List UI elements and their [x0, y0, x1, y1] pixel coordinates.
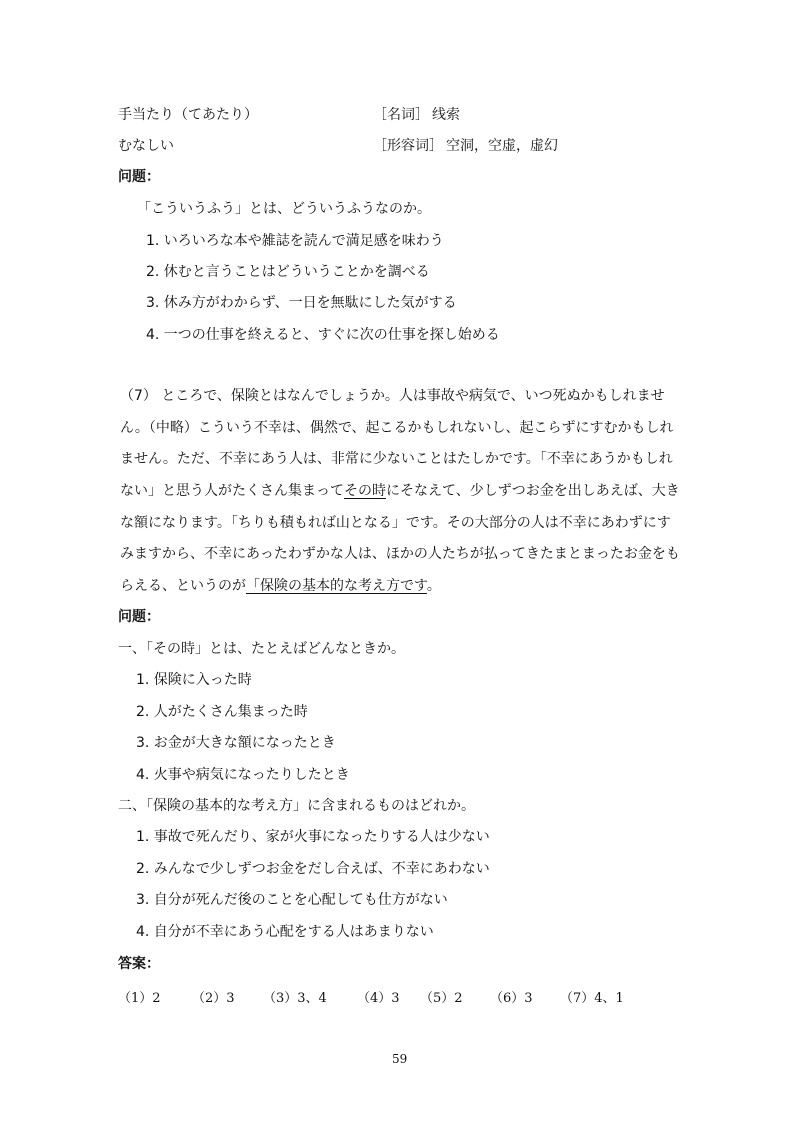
passage-line-2: ん。（中略）こういう不幸は、偶然で、起こるかもしれないし、起こらずにすむかもしれ — [120, 420, 674, 436]
vocab-pos-2: ［形容词］ — [373, 138, 443, 154]
question-2: 二、「保険の基本的な考え方」に含まれるものはどれか。 — [118, 798, 475, 814]
q1-option-1: 1. 保険に入った時 — [136, 672, 252, 688]
answer-7: （7）4、1 — [560, 991, 624, 1006]
passage-line-6: みますから、不幸にあったわずかな人は、ほかの人たちが払ってきたまとまったお金をも — [120, 546, 680, 562]
q2-option-1: 1. 事故で死んだり、家が火事になったりする人は少ない — [136, 829, 490, 845]
option-2: 2. 休むと言うことはどういうことかを調べる — [146, 264, 430, 280]
answer-2: （2）3 — [192, 991, 235, 1006]
q1-option-3: 3. お金が大きな額になったとき — [136, 735, 336, 751]
option-3: 3. 休み方がわからず、一日を無駄にした気がする — [146, 295, 457, 311]
passage-line-4 — [120, 482, 680, 500]
answer-5: （5）2 — [420, 991, 463, 1006]
passage-line-7 — [120, 577, 441, 595]
passage-text: ない」と思う人がたくさん集まって — [120, 483, 344, 499]
vocab-meaning-2: 空洞，空虚，虚幻 — [446, 138, 558, 154]
answer-1: （1）2 — [118, 991, 161, 1006]
passage-line-5: な額になります。「ちりも積もれば山となる」です。その大部分の人は不幸にあわずにす — [120, 515, 671, 531]
vocab-word-1: 手当たり（てあたり） — [118, 107, 258, 123]
option-4: 4. 一つの仕事を終えると、すぐに次の仕事を探し始める — [146, 327, 500, 343]
underlined-phrase-sonotoki: その時 — [344, 483, 386, 499]
answers-label: 答案： — [118, 956, 160, 972]
passage-text: にそなえて、少しずつお金を出しあえば、大き — [386, 483, 680, 499]
underlined-phrase-hoken: 「保険の基本的な考え方です — [246, 578, 427, 594]
question-text: 「こういうふう」とは、どういうふうなのか。 — [137, 201, 431, 217]
q2-option-4: 4. 自分が不幸にあう心配をする人はあまりない — [136, 924, 434, 940]
vocab-pos-1: ［名词］ — [373, 107, 429, 123]
question-1: 一、「その時」とは、たとえばどんなときか。 — [118, 641, 405, 657]
passage-text: らえる、というのが — [120, 578, 246, 594]
q1-option-2: 2. 人がたくさん集まった時 — [136, 704, 308, 720]
passage-text: 。 — [426, 578, 441, 594]
question-label: 问题： — [118, 169, 160, 185]
q1-option-4: 4. 火事や病気になったりしたとき — [136, 767, 350, 783]
option-1: 1. いろいろな本や雑誌を読んで満足感を味わう — [146, 233, 444, 249]
vocab-word-2: むなしい — [118, 138, 174, 154]
vocab-meaning-1: 线索 — [432, 107, 460, 123]
passage-line-3: ません。ただ、不幸にあう人は、非常に少ないことはたしかです。「不幸にあうかもしれ — [120, 451, 673, 467]
page-number: 59 — [392, 1052, 408, 1066]
passage-line-1: （7） ところで、保険とはなんでしょうか。人は事故や病気で、いつ死ぬかもしれませ — [120, 388, 665, 404]
question-label: 问题： — [118, 609, 160, 625]
answer-6: （6）3 — [490, 991, 533, 1006]
answer-4: （4）3 — [357, 991, 400, 1006]
answer-3: （3）3、4 — [263, 991, 327, 1006]
q2-option-2: 2. みんなで少しずつお金をだし合えば、不幸にあわない — [136, 861, 490, 877]
q2-option-3: 3. 自分が死んだ後のことを心配しても仕方がない — [136, 892, 448, 908]
